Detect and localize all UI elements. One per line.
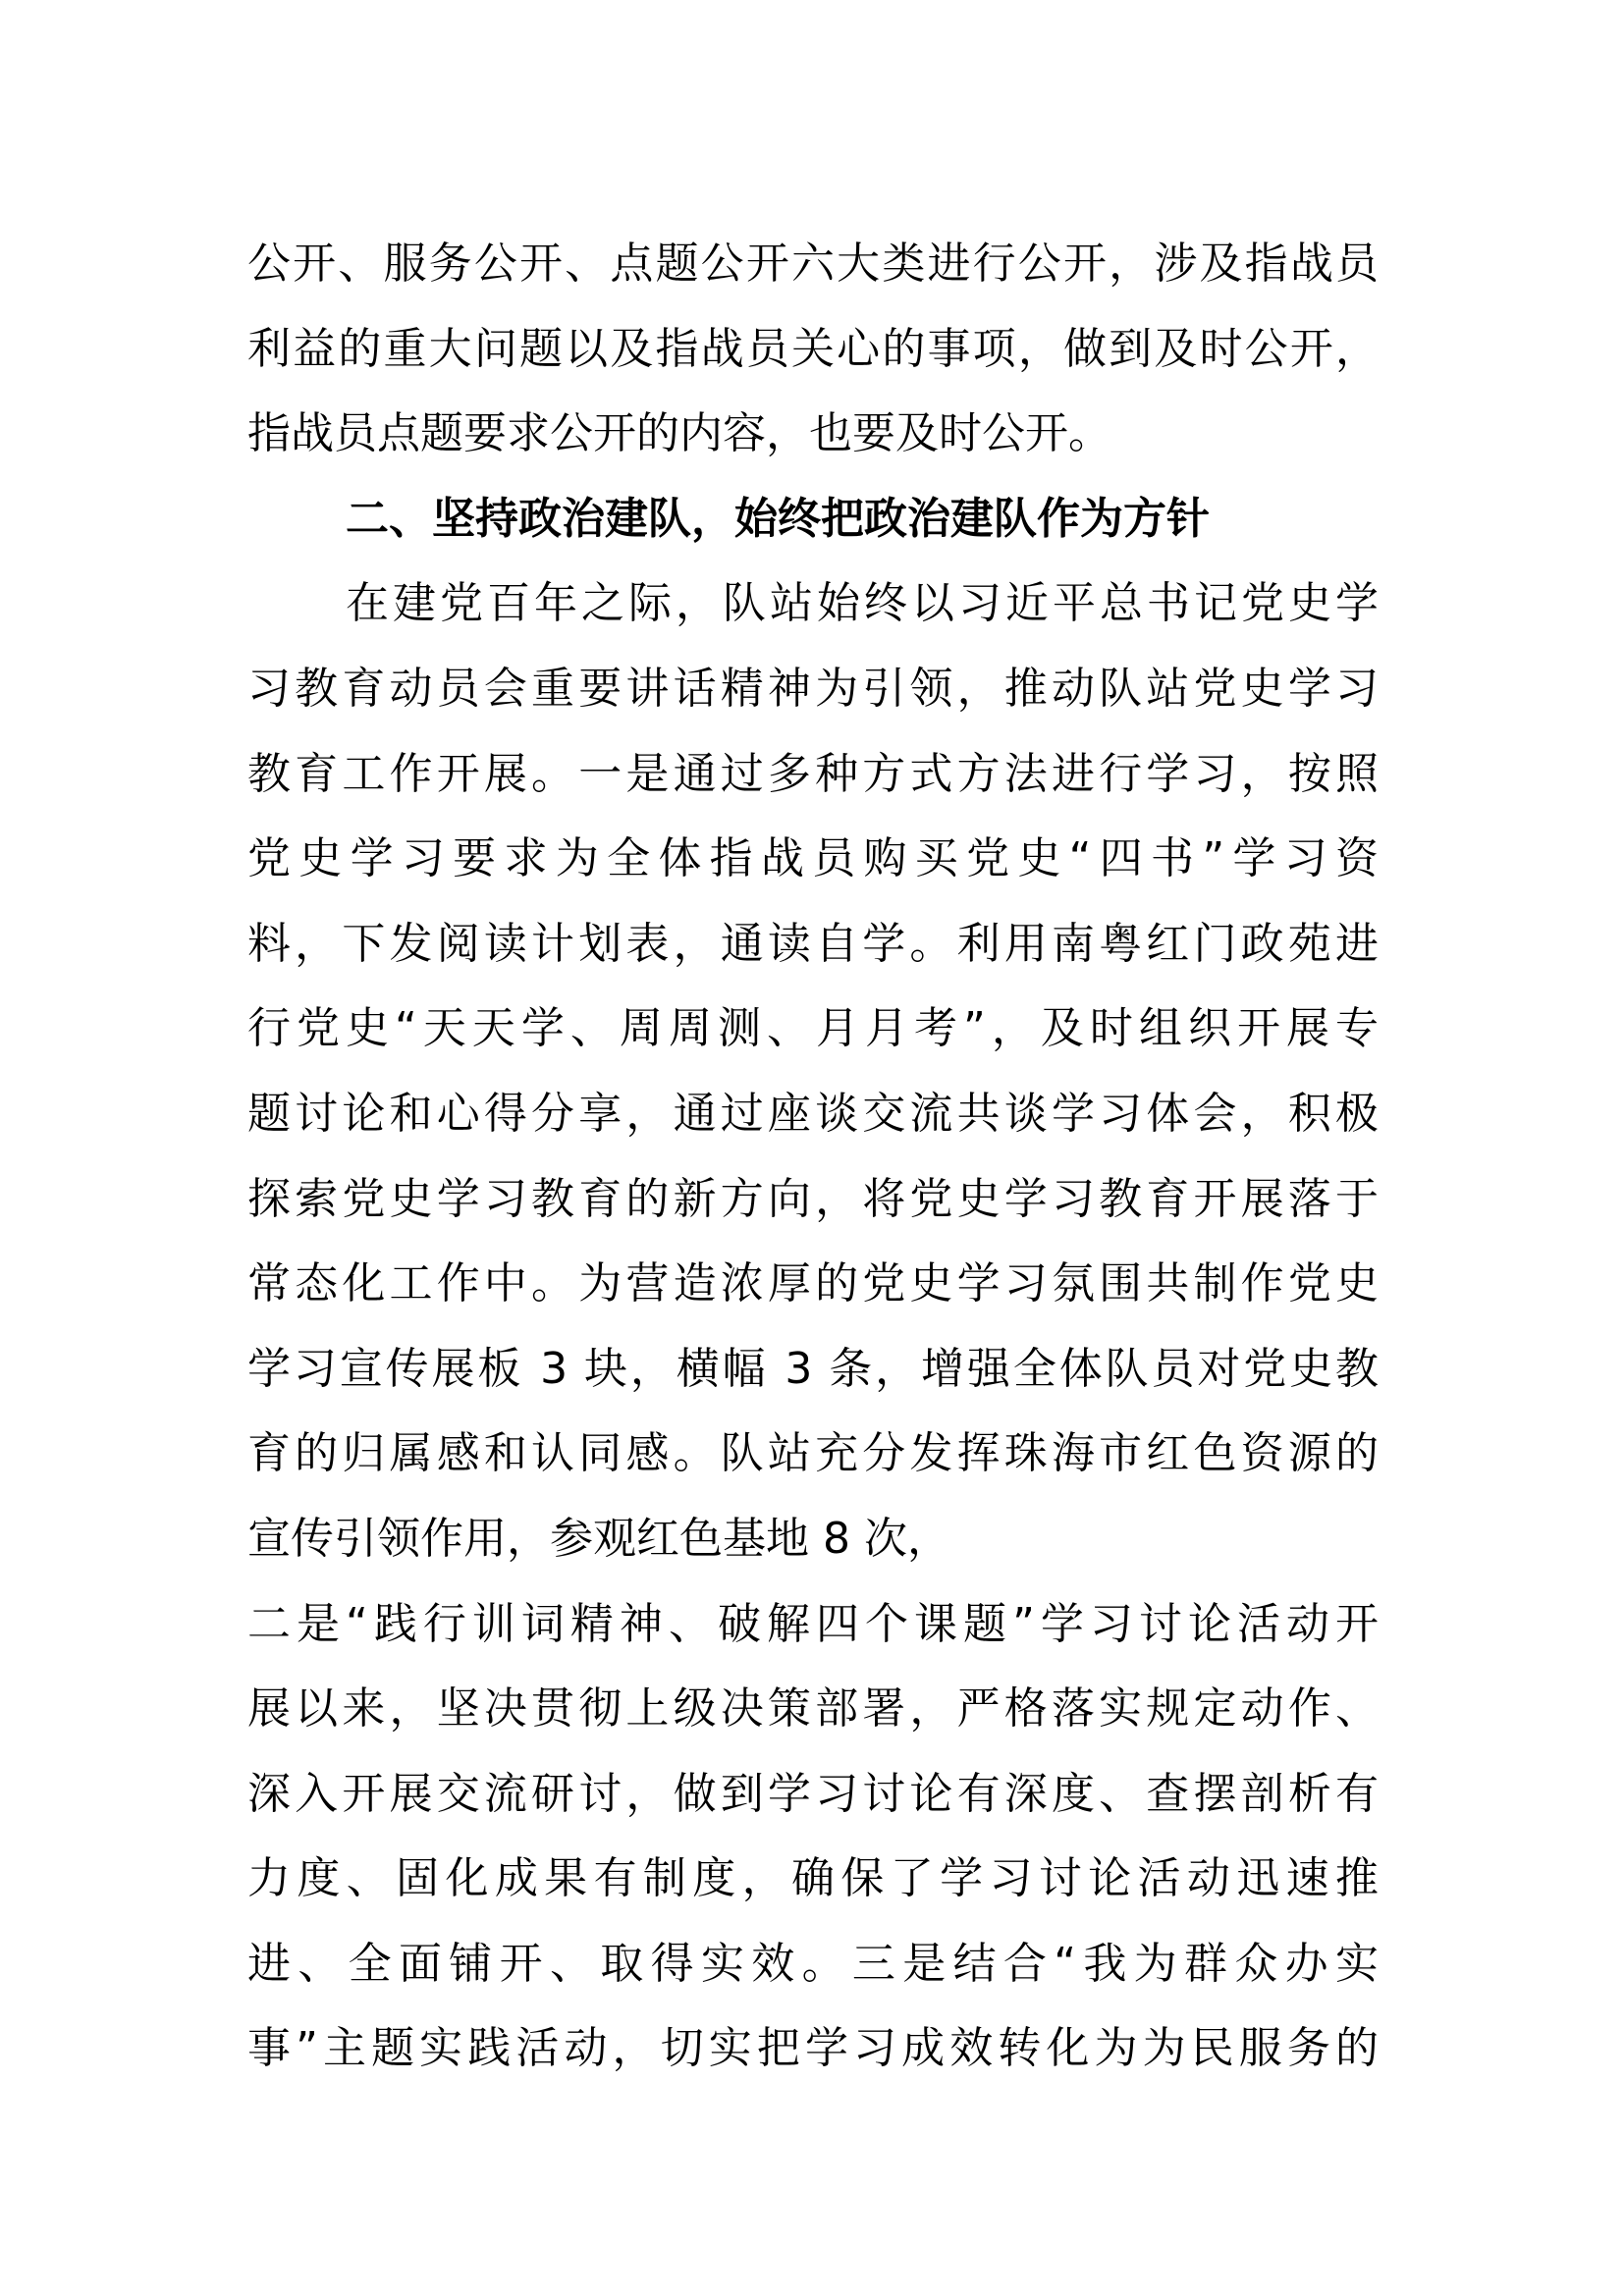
- text-line: 事”主题实践活动，切实把学习成效转化为为民服务的: [247, 2023, 1379, 2074]
- text-line: 题讨论和心得分享，通过座谈交流共谈学习体会，积极: [247, 1088, 1379, 1139]
- paragraph-disclosure: [247, 222, 1379, 477]
- text-line: 公开、服务公开、点题公开六大类进行公开，涉及指战员: [247, 239, 1379, 289]
- document-page: [247, 222, 1379, 2092]
- text-line: 在建党百年之际，队站始终以习近平总书记党史学: [346, 578, 1379, 629]
- text-line: 常态化工作中。为营造浓厚的党史学习氛围共制作党史: [247, 1258, 1379, 1309]
- text-line: 进、全面铺开、取得实效。三是结合“我为群众办实: [247, 1938, 1379, 1989]
- text-line: 探索党史学习教育的新方向，将党史学习教育开展落于: [247, 1173, 1379, 1224]
- text-line: 二是“践行训词精神、破解四个课题”学习讨论活动开: [247, 1598, 1379, 1649]
- text-line: 习教育动员会重要讲话精神为引领，推动队站党史学习: [247, 663, 1379, 714]
- text-line: 育的归属感和认同感。队站充分发挥珠海市红色资源的: [247, 1428, 1379, 1479]
- text-line: 学习宣传展板 3 块，横幅 3 条，增强全体队员对党史教: [247, 1343, 1379, 1394]
- text-line: 利益的重大问题以及指战员关心的事项，做到及时公开，: [247, 323, 1379, 374]
- text-line: 教育工作开展。一是通过多种方式方法进行学习，按照: [247, 748, 1379, 799]
- section-heading: 二、坚持政治建队，始终把政治建队作为方针: [346, 493, 1210, 544]
- text-line: 宣传引领作用，参观红色基地 8 次，: [247, 1513, 950, 1564]
- paragraph-party-history-study: [247, 561, 1379, 1581]
- text-line: 展以来，坚决贯彻上级决策部署，严格落实规定动作、: [247, 1683, 1379, 1735]
- text-line: 指战员点题要求公开的内容，也要及时公开。: [247, 408, 1111, 459]
- text-line: 行党史“天天学、周周测、月月考”，及时组织开展专: [247, 1003, 1379, 1054]
- text-line: 党史学习要求为全体指战员购买党史“四书”学习资: [247, 833, 1379, 884]
- text-line: 料，下发阅读计划表，通读自学。利用南粤红门政苑进: [247, 918, 1379, 969]
- paragraph-discussion-activity: [247, 1582, 1379, 2093]
- text-line: 深入开展交流研讨，做到学习讨论有深度、查摆剖析有: [247, 1768, 1379, 1819]
- text-line: 力度、固化成果有制度，确保了学习讨论活动迅速推: [247, 1853, 1379, 1904]
